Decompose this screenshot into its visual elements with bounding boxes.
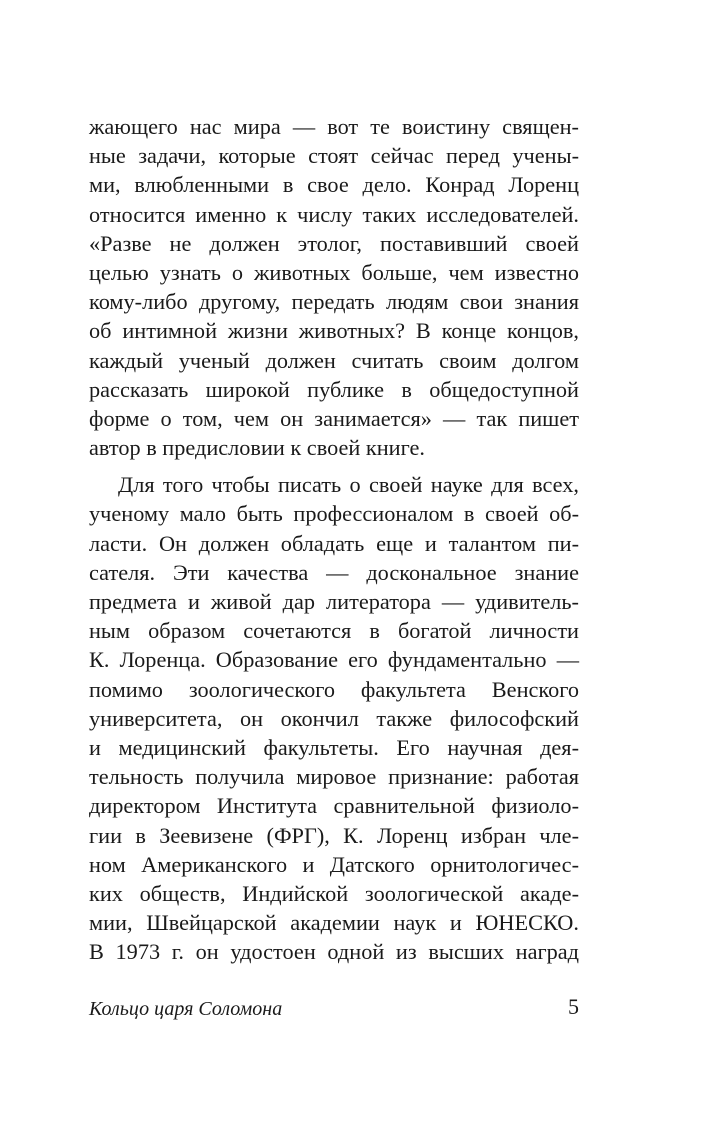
text-line: целью узнать о животных больше, чем известно: [89, 259, 579, 285]
page-number: 5: [568, 994, 579, 1019]
paragraph: [89, 470, 579, 966]
text-line: ученому мало быть профессионалом в своей об-: [89, 501, 579, 527]
text-line: ких обществ, Индийской зоологической акаде-: [89, 880, 579, 906]
text-line: предмета и живой дар литератора — удивитель-: [89, 589, 579, 614]
text-line: помимо зоологического факультета Венского: [89, 676, 579, 702]
paragraph-gap: [89, 462, 579, 470]
text-line: Для того чтобы писать о своей науке для всех,: [118, 472, 579, 498]
body-text: [89, 112, 579, 966]
text-line: ми, влюбленными в свое дело. Конрад Лоренц: [89, 172, 579, 198]
text-line: рассказать широкой публике в общедоступной: [89, 376, 579, 402]
text-line: К. Лоренца. Образование его фундаментально —: [89, 647, 579, 673]
text-line: В 1973 г. он удостоен одной из высших наград: [89, 939, 579, 965]
text-line: форме о том, чем он занимается» — так пишет: [89, 405, 579, 431]
text-line: каждый ученый должен считать своим долгом: [89, 347, 579, 373]
text-line: ном Американского и Датского орнитологичес-: [89, 851, 579, 877]
text-line: мии, Швейцарской академии наук и ЮНЕСКО.: [89, 910, 579, 936]
text-line: относится именно к числу таких исследователей.: [89, 201, 579, 227]
text-line: кому-либо другому, передать людям свои знания: [89, 289, 579, 315]
text-line: университета, он окончил также философский: [89, 705, 579, 731]
text-line: гии в Зеевизене (ФРГ), К. Лоренц избран чле-: [89, 822, 579, 848]
text-line: жающего нас мира — вот те воистину священ-: [89, 114, 579, 139]
text-line: «Разве не должен этолог, поставивший своей: [89, 230, 579, 256]
text-line: ные задачи, которые стоят сейчас перед учены-: [89, 143, 579, 169]
paragraph: [89, 112, 579, 462]
text-line: директором Института сравнительной физиоло-: [89, 793, 579, 819]
text-line: и медицинский факультеты. Его научная дея-: [89, 734, 579, 760]
running-footer-title: Кольцо царя Соломона: [89, 998, 283, 1020]
text-line: ным образом сочетаются в богатой личности: [89, 618, 579, 644]
text-line: ласти. Он должен обладать еще и талантом пи-: [89, 530, 579, 556]
text-line: сателя. Эти качества — доскональное знание: [89, 559, 579, 585]
text-line: автор в предисловии к своей книге.: [89, 435, 425, 461]
text-line: об интимной жизни животных? В конце концов,: [89, 318, 579, 344]
text-line: тельность получила мировое признание: работая: [89, 764, 579, 790]
